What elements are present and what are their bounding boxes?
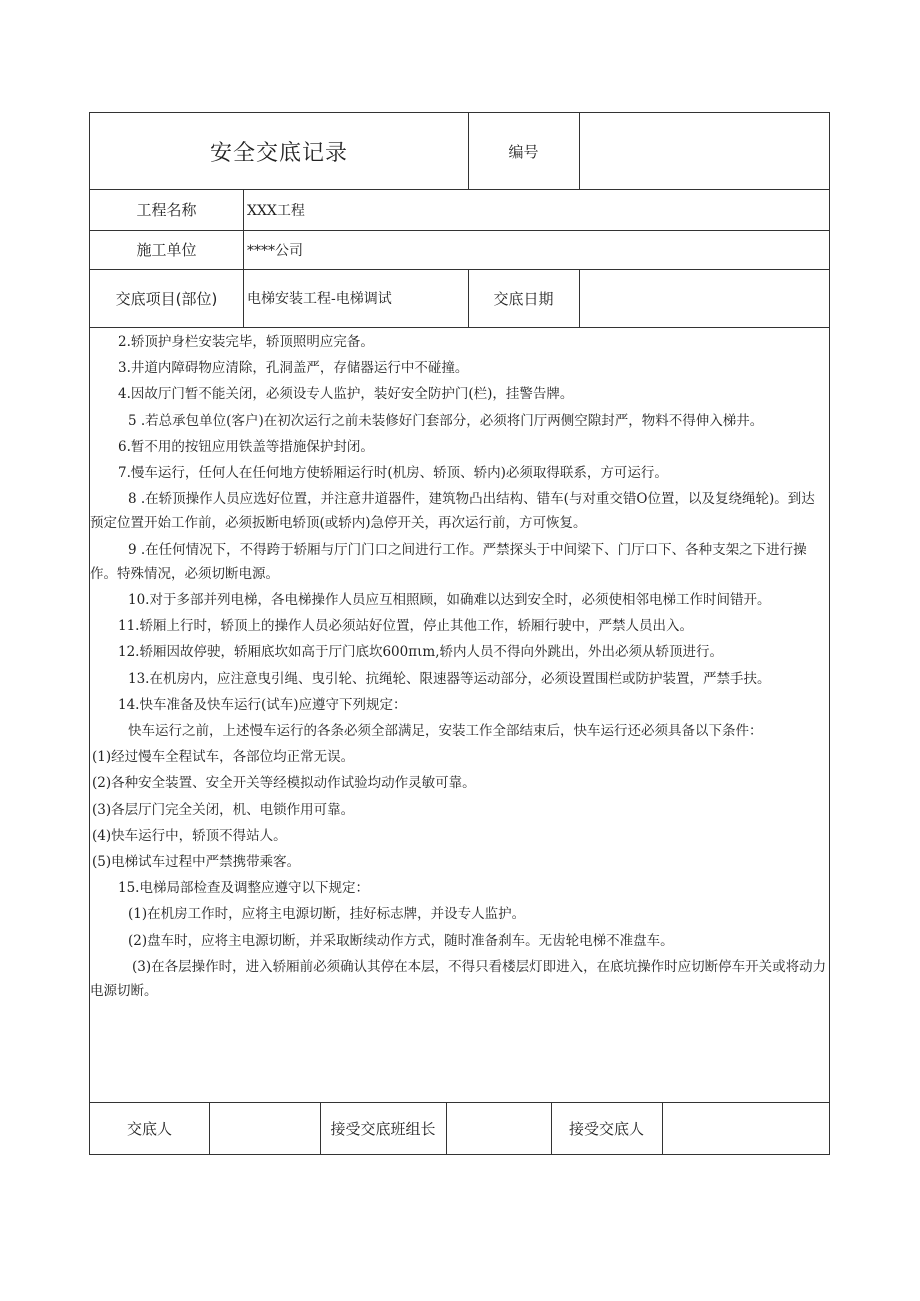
content-paragraph: 14.快车准备及快车运行(试车)应遵守下列规定：	[118, 696, 407, 713]
briefing-item-value: 电梯安装工程-电梯调试	[247, 291, 392, 307]
content-paragraph: 11.轿厢上行时，轿顶上的操作人员必须站好位置，停止其他工作，轿厢行驶中，严禁人员出入。	[118, 618, 693, 635]
content-paragraph: 8 .在轿顶操作人员应选好位置，并注意井道器件，建筑物凸出结构、错车(与对重交错O位置，以及复绕绳轮)。到达预定位置开始工作前，必须扳断电轿顶(或轿内)急停开关，再次运行前，方可恢复。	[90, 491, 815, 532]
project-name-label: 工程名称	[136, 201, 197, 219]
content-paragraph: 2.轿顶护身栏安装完毕，轿顶照明应完备。	[118, 334, 374, 350]
construction-unit-label: 施工单位	[136, 241, 197, 259]
number-label: 编号	[508, 142, 539, 161]
team-leader-label: 接受交底班组长	[330, 1119, 436, 1138]
receiver-value	[662, 1102, 829, 1154]
content-paragraph: (2)盘车时，应将主电源切断，并采取断续动作方式，随时准备刹车。无齿轮电梯不准盘车。	[128, 932, 674, 949]
content-paragraph: 3.井道内障碍物应清除，孔洞盖严，存储器运行中不碰撞。	[118, 360, 469, 377]
content-paragraph: 快车运行之前，上述慢车运行的各条必须全部满足，安装工作全部结束后，快车运行还必须具备以下条件：	[128, 723, 763, 740]
project-name-value: XXX工程	[247, 202, 305, 219]
content-paragraph: 6.暂不用的按钮应用铁盖等措施保护封闭。	[118, 438, 374, 455]
content-paragraph: (3)在各层操作时，进入轿厢前必须确认其停在本层，不得只看楼层灯即进入，在底坑操作时应切断停车开关或将动力电源切断。	[90, 958, 827, 1000]
content-paragraph: 15.电梯局部检查及调整应遵守以下规定：	[118, 880, 369, 897]
briefing-item-label: 交底项目(部位)	[115, 289, 218, 308]
briefing-date-value	[579, 269, 829, 327]
presenter-value	[209, 1102, 320, 1154]
form-title: 安全交底记录	[209, 140, 348, 166]
content-paragraph: 4.因故厅门暂不能关闭，必须设专人监护，装好安全防护门(栏)，挂警告牌。	[118, 386, 574, 403]
briefing-content	[90, 327, 829, 1005]
content-paragraph: 7.慢车运行，任何人在任何地方使轿厢运行时(机房、轿顶、轿内)必须取得联系，方可运行。	[118, 465, 668, 482]
team-leader-value	[446, 1102, 551, 1154]
safety-briefing-form	[89, 112, 830, 1155]
content-paragraph: (5)电梯试车过程中严禁携带乘客。	[92, 854, 301, 871]
content-paragraph: 12.轿厢因故停驶，轿厢底坎如高于厅门底坎600πιm,轿内人员不得向外跳出，外出必须从轿顶进行。	[118, 644, 723, 661]
content-paragraph: (2)各种安全装置、安全开关等经模拟动作试验均动作灵敏可靠。	[92, 775, 476, 792]
content-paragraph: (1)经过慢车全程试车，各部位均正常无误。	[92, 749, 355, 766]
content-paragraph: 9 .在任何情况下，不得跨于轿厢与厅门门口之间进行工作。严禁探头于中间梁下、门厅口下、各种支架之下进行操作。特殊情况，必须切断电源。	[90, 541, 807, 582]
content-paragraph: (3)各层厅门完全关闭，机、电锁作用可靠。	[92, 801, 355, 818]
receiver-label: 接受交底人	[568, 1119, 644, 1138]
presenter-label: 交底人	[126, 1119, 172, 1138]
content-paragraph: 10.对于多部并列电梯，各电梯操作人员应互相照顾，如确难以达到安全时，必须使相邻电梯工作时间错开。	[128, 592, 771, 609]
content-paragraph: (4)快车运行中，轿顶不得站人。	[92, 827, 287, 844]
briefing-date-label: 交底日期	[493, 289, 554, 308]
content-paragraph: 13.在机房内，应注意曳引绳、曳引轮、抗绳轮、限速器等运动部分，必须设置围栏或防护装置，严禁手扶。	[128, 670, 771, 687]
content-paragraph: 5 .若总承包单位(客户)在初次运行之前未装修好门套部分，必须将门厅两侧空隙封严，物料不得伸入梯井。	[128, 412, 764, 429]
construction-unit-value: ****公司	[247, 242, 303, 259]
content-paragraph: (1)在机房工作时，应将主电源切断，挂好标志牌，并设专人监护。	[128, 906, 526, 923]
number-value	[579, 113, 829, 189]
